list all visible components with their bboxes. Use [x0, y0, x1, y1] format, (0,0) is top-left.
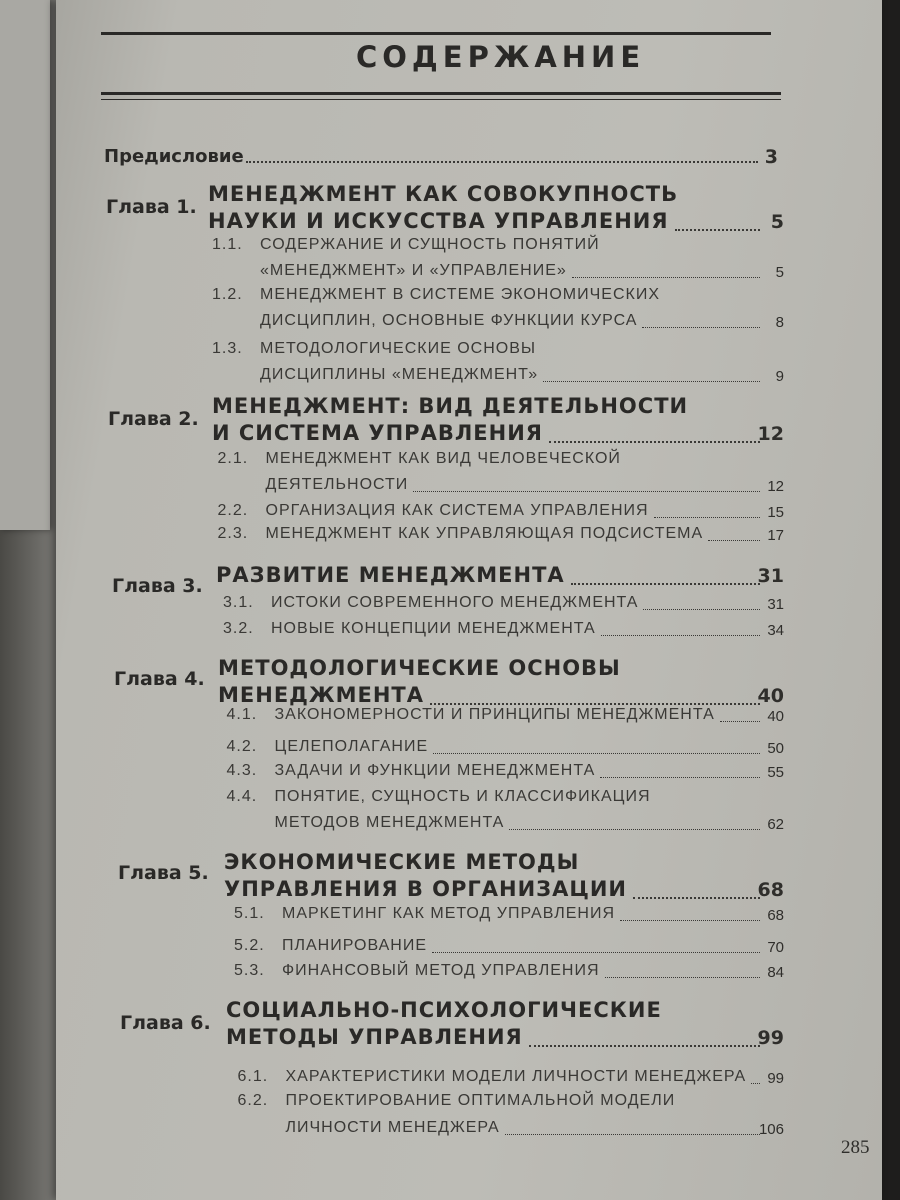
chapter-title-line: РАЗВИТИЕ МЕНЕДЖМЕНТА — [216, 563, 565, 587]
chapter-label: Глава 4. — [114, 668, 205, 690]
page-title: СОДЕРЖАНИЕ — [356, 40, 646, 74]
section-title-line: ДИСЦИПЛИН, ОСНОВНЫЕ ФУНКЦИИ КУРСА — [260, 312, 638, 329]
title-underline-thin — [101, 99, 781, 100]
section-title-line: ИСТОКИ СОВРЕМЕННОГО МЕНЕДЖМЕНТА — [271, 594, 639, 611]
section-title-line: ОРГАНИЗАЦИЯ КАК СИСТЕМА УПРАВЛЕНИЯ — [265, 502, 649, 519]
section-number: 4.3. — [226, 762, 258, 779]
section-page: 31 — [767, 596, 784, 613]
section-number: 1.3. — [212, 340, 243, 357]
section-leader — [413, 491, 760, 492]
section-leader — [432, 952, 760, 953]
section-number: 4.1. — [226, 706, 258, 723]
chapter-title-line: И СИСТЕМА УПРАВЛЕНИЯ — [212, 421, 543, 445]
section-page: 40 — [767, 708, 784, 725]
section-page: 99 — [767, 1070, 784, 1087]
page-number: 285 — [841, 1137, 870, 1158]
section-number: 1.1. — [212, 236, 243, 253]
section-number: 2.3. — [217, 525, 249, 542]
chapter-page: 99 — [757, 1027, 784, 1049]
section-leader — [509, 829, 760, 830]
chapter-label: Глава 2. — [108, 408, 199, 430]
chapter-page: 12 — [757, 423, 784, 445]
section-title-line: ЦЕЛЕПОЛАГАНИЕ — [274, 738, 429, 755]
section-number: 3.2. — [223, 620, 254, 637]
chapter-title-line: МЕНЕДЖМЕНТ КАК СОВОКУПНОСТЬ — [208, 182, 679, 206]
section-number: 2.2. — [217, 502, 249, 519]
section-title-line: «МЕНЕДЖМЕНТ» И «УПРАВЛЕНИЕ» — [260, 262, 567, 279]
section-title-line: СОДЕРЖАНИЕ И СУЩНОСТЬ ПОНЯТИЙ — [260, 236, 600, 253]
chapter-page: 31 — [757, 565, 784, 587]
section-title-line: ЗАДАЧИ И ФУНКЦИИ МЕНЕДЖМЕНТА — [274, 762, 596, 779]
section-number: 5.3. — [234, 962, 265, 979]
chapter-page: 40 — [757, 685, 784, 707]
section-number: 3.1. — [223, 594, 254, 611]
section-title-line: НОВЫЕ КОНЦЕПЦИИ МЕНЕДЖМЕНТА — [271, 620, 596, 637]
section-number: 6.1. — [237, 1068, 269, 1085]
preface-title: Предисловие — [104, 146, 244, 167]
section-leader — [433, 753, 760, 754]
section-page: 34 — [767, 622, 784, 639]
chapter-title-line: МЕНЕДЖМЕНТ: ВИД ДЕЯТЕЛЬНОСТИ — [212, 394, 689, 418]
section-title-line: ФИНАНСОВЫЙ МЕТОД УПРАВЛЕНИЯ — [282, 962, 600, 979]
chapter-label: Глава 1. — [106, 196, 197, 218]
section-page: 5 — [775, 264, 784, 281]
chapter-title-line: ЭКОНОМИЧЕСКИЕ МЕТОДЫ — [224, 850, 580, 874]
section-title-line: ДЕЯТЕЛЬНОСТИ — [265, 476, 409, 493]
section-page: 84 — [767, 964, 784, 981]
section-number: 4.4. — [226, 788, 258, 805]
chapter-title-line: МЕНЕДЖМЕНТА — [218, 683, 424, 707]
chapter-title-line: НАУКИ И ИСКУССТВА УПРАВЛЕНИЯ — [208, 209, 669, 233]
chapter-page: 5 — [770, 211, 784, 233]
section-title-line: ЛИЧНОСТИ МЕНЕДЖЕРА — [285, 1119, 500, 1136]
section-title-line: МЕТОДОВ МЕНЕДЖМЕНТА — [274, 814, 505, 831]
section-page: 15 — [767, 504, 784, 521]
section-page: 17 — [767, 527, 784, 544]
chapter-label: Глава 5. — [118, 862, 209, 884]
section-page: 70 — [767, 939, 784, 956]
toc-page — [56, 0, 882, 1200]
section-title-line: МЕТОДОЛОГИЧЕСКИЕ ОСНОВЫ — [260, 340, 537, 357]
preface-page: 3 — [764, 146, 778, 168]
top-rule — [101, 32, 771, 35]
section-number: 4.2. — [226, 738, 258, 755]
preface-leader — [246, 161, 758, 163]
previous-page-edge — [0, 0, 50, 530]
section-title-line: МЕНЕДЖМЕНТ КАК УПРАВЛЯЮЩАЯ ПОДСИСТЕМА — [265, 525, 704, 542]
section-title-line: ПОНЯТИЕ, СУЩНОСТЬ И КЛАССИФИКАЦИЯ — [274, 788, 651, 805]
section-title-line: МЕНЕДЖМЕНТ В СИСТЕМЕ ЭКОНОМИЧЕСКИХ — [260, 286, 660, 303]
section-page: 55 — [767, 764, 784, 781]
section-title-line: ХАРАКТЕРИСТИКИ МОДЕЛИ ЛИЧНОСТИ МЕНЕДЖЕРА — [285, 1068, 747, 1085]
section-page: 62 — [767, 816, 784, 833]
section-page: 12 — [767, 478, 784, 495]
chapter-title-line: МЕТОДЫ УПРАВЛЕНИЯ — [226, 1025, 523, 1049]
chapter-title-line: МЕТОДОЛОГИЧЕСКИЕ ОСНОВЫ — [218, 656, 621, 680]
chapter-label: Глава 3. — [112, 575, 203, 597]
section-number: 5.1. — [234, 905, 265, 922]
section-title-line: МЕНЕДЖМЕНТ КАК ВИД ЧЕЛОВЕЧЕСКОЙ — [265, 450, 621, 467]
section-title-line: ПРОЕКТИРОВАНИЕ ОПТИМАЛЬНОЙ МОДЕЛИ — [285, 1092, 676, 1109]
section-number: 6.2. — [237, 1092, 269, 1109]
section-page: 9 — [775, 368, 784, 385]
section-page: 68 — [767, 907, 784, 924]
section-page: 106 — [758, 1121, 784, 1138]
section-number: 1.2. — [212, 286, 243, 303]
section-title-line: ПЛАНИРОВАНИЕ — [282, 937, 428, 954]
chapter-title-line: УПРАВЛЕНИЯ В ОРГАНИЗАЦИИ — [224, 877, 627, 901]
section-title-line: ЗАКОНОМЕРНОСТИ И ПРИНЦИПЫ МЕНЕДЖМЕНТА — [274, 706, 715, 723]
section-number: 2.1. — [217, 450, 249, 467]
section-title-line: МАРКЕТИНГ КАК МЕТОД УПРАВЛЕНИЯ — [282, 905, 615, 922]
chapter-title-line: СОЦИАЛЬНО-ПСИХОЛОГИЧЕСКИЕ — [226, 998, 662, 1022]
section-title-line: ДИСЦИПЛИНЫ «МЕНЕДЖМЕНТ» — [260, 366, 539, 383]
chapter-page: 68 — [757, 879, 784, 901]
title-underline — [101, 92, 781, 95]
section-leader — [505, 1134, 760, 1135]
section-number: 5.2. — [234, 937, 265, 954]
section-page: 8 — [775, 314, 784, 331]
chapter-label: Глава 6. — [120, 1012, 211, 1034]
section-page: 50 — [767, 740, 784, 757]
chapter-leader — [430, 703, 760, 705]
